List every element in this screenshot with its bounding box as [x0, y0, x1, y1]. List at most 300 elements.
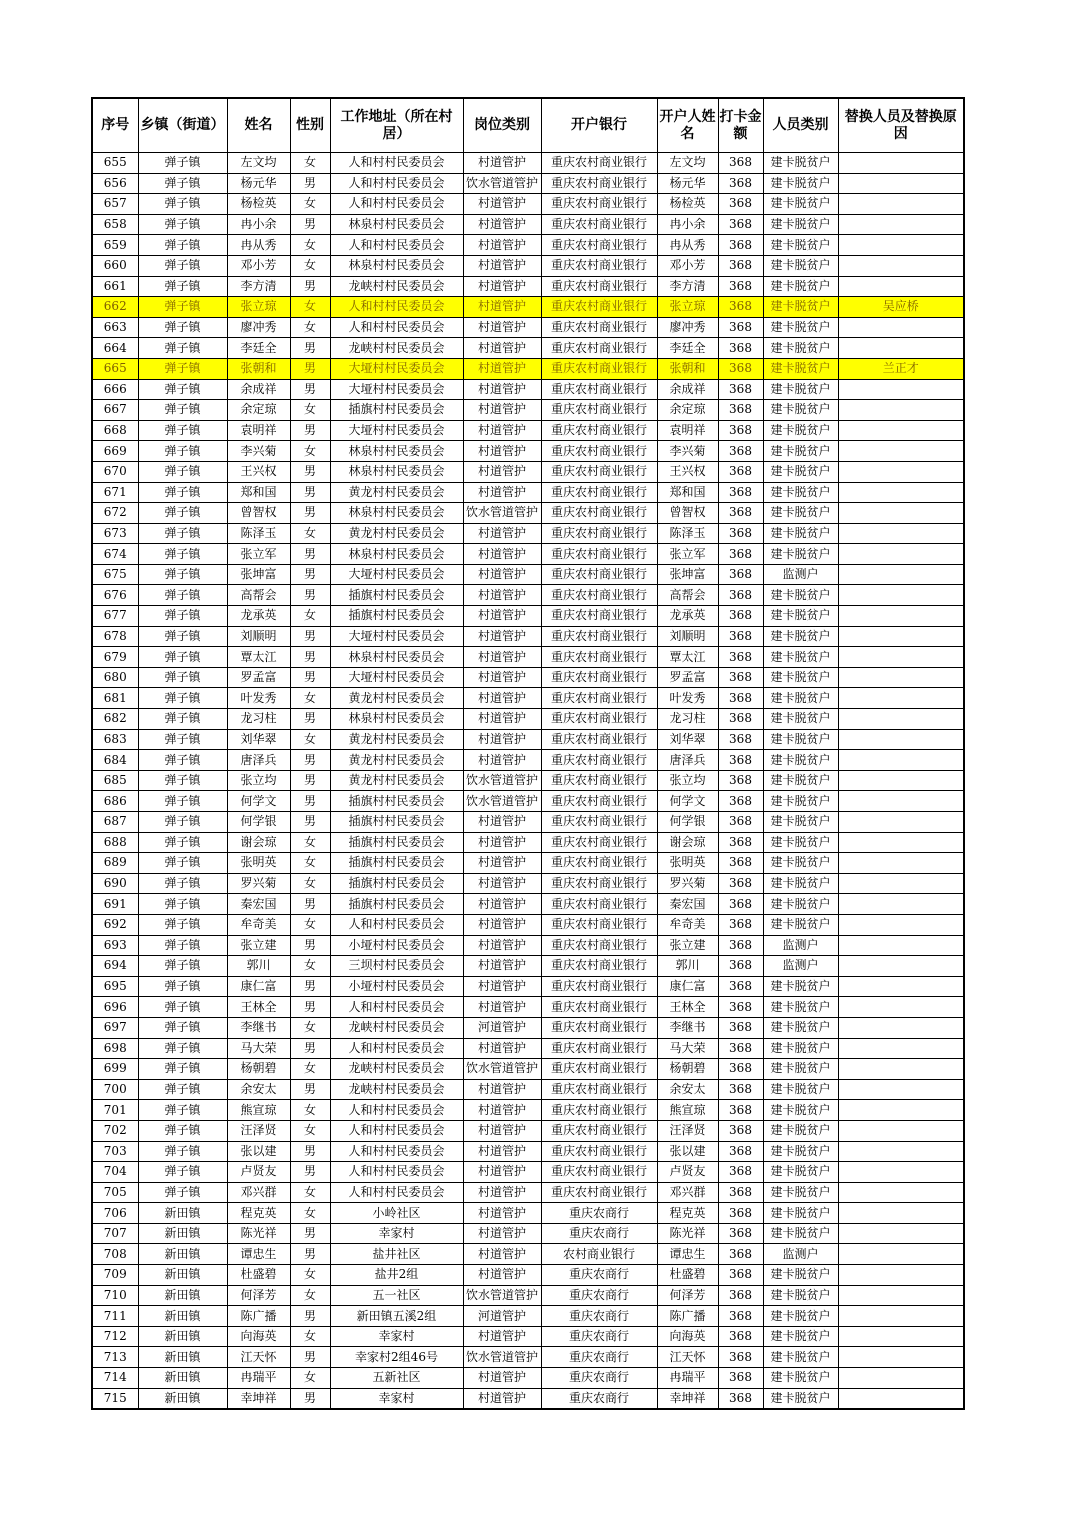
- table-cell: 牟奇美: [227, 914, 290, 935]
- table-cell: 男: [290, 564, 330, 585]
- table-cell: 女: [290, 441, 330, 462]
- table-cell: 重庆农村商业银行: [541, 976, 657, 997]
- table-cell: 幸家村2组46号: [330, 1347, 463, 1368]
- table-cell: 人和村村民委员会: [330, 317, 463, 338]
- table-cell: 699: [92, 1059, 138, 1080]
- table-cell: [838, 853, 964, 874]
- table-cell: 村道管护: [463, 1326, 541, 1347]
- table-cell: [838, 1203, 964, 1224]
- table-cell: 重庆农村商业银行: [541, 997, 657, 1018]
- table-cell: [838, 461, 964, 482]
- table-cell: 重庆农村商业银行: [541, 914, 657, 935]
- table-cell: 建卡脱贫户: [763, 1141, 838, 1162]
- table-cell: 郑和国: [657, 482, 718, 503]
- table-cell: 弹子镇: [138, 626, 227, 647]
- table-cell: 叶发秀: [657, 688, 718, 709]
- table-cell: [838, 667, 964, 688]
- table-cell: 重庆农商行: [541, 1223, 657, 1244]
- table-cell: 710: [92, 1285, 138, 1306]
- table-cell: 杨朝碧: [657, 1059, 718, 1080]
- table-cell: 男: [290, 420, 330, 441]
- table-cell: 656: [92, 173, 138, 194]
- table-cell: 余成祥: [657, 379, 718, 400]
- table-cell: 黄龙村村民委员会: [330, 523, 463, 544]
- table-cell: 女: [290, 606, 330, 627]
- table-row: [92, 1388, 964, 1409]
- col-header-post-type: 岗位类别: [463, 98, 541, 153]
- table-cell: 龙承英: [657, 606, 718, 627]
- table-cell: 弹子镇: [138, 482, 227, 503]
- table-cell: [838, 1162, 964, 1183]
- table-cell: 女: [290, 688, 330, 709]
- table-cell: 何学银: [657, 812, 718, 833]
- table-row: [92, 1100, 964, 1121]
- table-row: [92, 317, 964, 338]
- table-cell: 饮水管道管护: [463, 503, 541, 524]
- table-cell: 670: [92, 461, 138, 482]
- table-cell: 杨元华: [227, 173, 290, 194]
- table-cell: 饮水管道管护: [463, 1347, 541, 1368]
- table-cell: 小岭社区: [330, 1203, 463, 1224]
- table-row: [92, 255, 964, 276]
- table-cell: 黄龙村村民委员会: [330, 688, 463, 709]
- table-cell: 张以建: [227, 1141, 290, 1162]
- table-cell: 667: [92, 400, 138, 421]
- table-cell: 男: [290, 791, 330, 812]
- table-cell: 368: [718, 523, 763, 544]
- table-cell: [838, 1079, 964, 1100]
- table-cell: 刘华翠: [657, 729, 718, 750]
- table-cell: 罗兴菊: [227, 873, 290, 894]
- table-cell: 691: [92, 894, 138, 915]
- table-cell: 368: [718, 544, 763, 565]
- table-cell: 弹子镇: [138, 935, 227, 956]
- table-cell: 卢贤友: [657, 1162, 718, 1183]
- table-cell: 插旗村村民委员会: [330, 853, 463, 874]
- table-cell: 重庆农村商业银行: [541, 1017, 657, 1038]
- table-cell: 张明英: [657, 853, 718, 874]
- table-cell: 村道管护: [463, 914, 541, 935]
- table-cell: 704: [92, 1162, 138, 1183]
- table-cell: 郭川: [657, 956, 718, 977]
- table-cell: 弹子镇: [138, 297, 227, 318]
- table-cell: 幸家村: [330, 1326, 463, 1347]
- table-cell: 建卡脱贫户: [763, 832, 838, 853]
- table-cell: 男: [290, 379, 330, 400]
- table-cell: 张以建: [657, 1141, 718, 1162]
- table-cell: 重庆农村商业银行: [541, 1120, 657, 1141]
- table-cell: 村道管护: [463, 853, 541, 874]
- table-cell: [838, 626, 964, 647]
- table-cell: 李继书: [657, 1017, 718, 1038]
- table-cell: 696: [92, 997, 138, 1018]
- table-cell: 大垭村村民委员会: [330, 564, 463, 585]
- table-cell: 弹子镇: [138, 667, 227, 688]
- table-row: [92, 832, 964, 853]
- table-cell: 陈光祥: [657, 1223, 718, 1244]
- table-cell: 女: [290, 153, 330, 174]
- table-cell: 708: [92, 1244, 138, 1265]
- table-cell: 弹子镇: [138, 1079, 227, 1100]
- table-cell: 冉从秀: [657, 235, 718, 256]
- table-cell: 插旗村村民委员会: [330, 791, 463, 812]
- table-cell: 村道管护: [463, 461, 541, 482]
- table-cell: 幸坤祥: [657, 1388, 718, 1409]
- table-cell: 卢贤友: [227, 1162, 290, 1183]
- table-cell: [838, 1100, 964, 1121]
- table-cell: 弹子镇: [138, 997, 227, 1018]
- table-cell: 村道管护: [463, 1079, 541, 1100]
- table-cell: [838, 729, 964, 750]
- table-cell: 368: [718, 1038, 763, 1059]
- table-cell: 建卡脱贫户: [763, 1162, 838, 1183]
- table-cell: 唐泽兵: [657, 750, 718, 771]
- table-cell: 村道管护: [463, 400, 541, 421]
- table-cell: 弹子镇: [138, 853, 227, 874]
- table-row: [92, 235, 964, 256]
- table-cell: 村道管护: [463, 276, 541, 297]
- table-cell: 368: [718, 1285, 763, 1306]
- table-cell: 重庆农商行: [541, 1368, 657, 1389]
- table-cell: 建卡脱贫户: [763, 544, 838, 565]
- table-cell: 弹子镇: [138, 544, 227, 565]
- table-cell: 张立建: [227, 935, 290, 956]
- table-cell: 马大荣: [657, 1038, 718, 1059]
- table-cell: 陈广播: [227, 1306, 290, 1327]
- table-cell: [838, 1038, 964, 1059]
- table-cell: 弹子镇: [138, 317, 227, 338]
- table-cell: 邓兴群: [657, 1182, 718, 1203]
- table-cell: 重庆农村商业银行: [541, 338, 657, 359]
- table-cell: 谭忠生: [227, 1244, 290, 1265]
- table-cell: 建卡脱贫户: [763, 153, 838, 174]
- table-cell: 重庆农村商业银行: [541, 770, 657, 791]
- table-cell: 弹子镇: [138, 1100, 227, 1121]
- table-cell: 龙峡村村民委员会: [330, 1059, 463, 1080]
- table-cell: 重庆农村商业银行: [541, 173, 657, 194]
- table-cell: [838, 1326, 964, 1347]
- table-row: [92, 1059, 964, 1080]
- table-cell: 盐井2组: [330, 1265, 463, 1286]
- table-cell: 建卡脱贫户: [763, 997, 838, 1018]
- table-cell: 713: [92, 1347, 138, 1368]
- table-cell: 林泉村村民委员会: [330, 441, 463, 462]
- table-cell: 杨朝碧: [227, 1059, 290, 1080]
- table-cell: 弹子镇: [138, 647, 227, 668]
- table-cell: 向海英: [657, 1326, 718, 1347]
- table-cell: [838, 317, 964, 338]
- table-cell: 人和村村民委员会: [330, 194, 463, 215]
- table-cell: 曾智权: [227, 503, 290, 524]
- table-cell: 男: [290, 461, 330, 482]
- table-cell: 张明英: [227, 853, 290, 874]
- table-cell: [838, 1388, 964, 1409]
- table-cell: 弹子镇: [138, 523, 227, 544]
- table-cell: 368: [718, 441, 763, 462]
- table-cell: 村道管护: [463, 235, 541, 256]
- table-cell: 女: [290, 523, 330, 544]
- table-cell: [838, 647, 964, 668]
- table-row: [92, 1079, 964, 1100]
- table-row: [92, 1265, 964, 1286]
- table-cell: 罗兴菊: [657, 873, 718, 894]
- table-cell: [838, 503, 964, 524]
- table-cell: 弹子镇: [138, 338, 227, 359]
- table-row: [92, 297, 964, 318]
- table-cell: 建卡脱贫户: [763, 606, 838, 627]
- table-row: [92, 1203, 964, 1224]
- table-cell: 弹子镇: [138, 276, 227, 297]
- table-cell: 张立琼: [657, 297, 718, 318]
- table-cell: 人和村村民委员会: [330, 173, 463, 194]
- table-cell: 张立军: [657, 544, 718, 565]
- table-cell: 709: [92, 1265, 138, 1286]
- table-cell: 龙峡村村民委员会: [330, 276, 463, 297]
- table-cell: 人和村村民委员会: [330, 997, 463, 1018]
- table-cell: [838, 1141, 964, 1162]
- table-cell: 村道管护: [463, 441, 541, 462]
- table-cell: 重庆农村商业银行: [541, 667, 657, 688]
- table-cell: 693: [92, 935, 138, 956]
- table-cell: 重庆农村商业银行: [541, 482, 657, 503]
- table-cell: 368: [718, 358, 763, 379]
- table-cell: 张立均: [657, 770, 718, 791]
- table-cell: [838, 338, 964, 359]
- table-cell: 弹子镇: [138, 832, 227, 853]
- table-cell: 重庆农村商业银行: [541, 647, 657, 668]
- table-cell: 707: [92, 1223, 138, 1244]
- table-cell: 重庆农村商业银行: [541, 729, 657, 750]
- table-cell: 705: [92, 1182, 138, 1203]
- table-cell: 建卡脱贫户: [763, 1100, 838, 1121]
- col-header-index: 序号: [92, 98, 138, 153]
- table-cell: 马大荣: [227, 1038, 290, 1059]
- table-cell: [838, 482, 964, 503]
- table-cell: 男: [290, 976, 330, 997]
- table-cell: 368: [718, 1203, 763, 1224]
- table-cell: 368: [718, 564, 763, 585]
- table-cell: 余定琼: [657, 400, 718, 421]
- table-cell: 冉瑞平: [227, 1368, 290, 1389]
- table-cell: 兰正才: [838, 358, 964, 379]
- table-cell: 罗孟富: [657, 667, 718, 688]
- table-cell: 重庆农村商业银行: [541, 297, 657, 318]
- table-cell: 张立军: [227, 544, 290, 565]
- table-cell: 679: [92, 647, 138, 668]
- table-cell: 女: [290, 317, 330, 338]
- table-cell: 村道管护: [463, 729, 541, 750]
- table-cell: 余安太: [227, 1079, 290, 1100]
- table-cell: 陈泽玉: [657, 523, 718, 544]
- table-cell: 重庆农村商业银行: [541, 153, 657, 174]
- table-cell: 弹子镇: [138, 750, 227, 771]
- table-cell: 男: [290, 894, 330, 915]
- table-row: [92, 523, 964, 544]
- table-cell: 叶发秀: [227, 688, 290, 709]
- table-cell: 重庆农村商业银行: [541, 709, 657, 730]
- table-cell: 368: [718, 709, 763, 730]
- table-cell: 村道管护: [463, 1182, 541, 1203]
- table-cell: 郭川: [227, 956, 290, 977]
- table-row: [92, 667, 964, 688]
- table-cell: 673: [92, 523, 138, 544]
- table-cell: 建卡脱贫户: [763, 482, 838, 503]
- table-cell: 重庆农村商业银行: [541, 1038, 657, 1059]
- table-row: [92, 338, 964, 359]
- table-cell: 黄龙村村民委员会: [330, 729, 463, 750]
- table-row: [92, 853, 964, 874]
- table-cell: 重庆农村商业银行: [541, 688, 657, 709]
- table-cell: 覃太江: [227, 647, 290, 668]
- table-cell: 重庆农村商业银行: [541, 606, 657, 627]
- table-cell: 村道管护: [463, 1223, 541, 1244]
- table-cell: 女: [290, 1182, 330, 1203]
- table-cell: 建卡脱贫户: [763, 750, 838, 771]
- header-row: [92, 98, 964, 153]
- table-cell: 高帮会: [657, 585, 718, 606]
- table-cell: 饮水管道管护: [463, 1059, 541, 1080]
- table-cell: 重庆农村商业银行: [541, 276, 657, 297]
- table-cell: 杨元华: [657, 173, 718, 194]
- table-cell: 村道管护: [463, 812, 541, 833]
- table-cell: 王兴权: [227, 461, 290, 482]
- table-cell: [838, 832, 964, 853]
- table-cell: [838, 914, 964, 935]
- table-cell: 李方清: [227, 276, 290, 297]
- table-cell: 建卡脱贫户: [763, 1059, 838, 1080]
- table-cell: 村道管护: [463, 709, 541, 730]
- table-cell: [838, 1306, 964, 1327]
- table-cell: 村道管护: [463, 873, 541, 894]
- table-cell: 插旗村村民委员会: [330, 400, 463, 421]
- table-cell: 男: [290, 1244, 330, 1265]
- table-cell: 张坤富: [657, 564, 718, 585]
- table-cell: 龙习柱: [227, 709, 290, 730]
- table-cell: 饮水管道管护: [463, 770, 541, 791]
- table-cell: 李兴菊: [227, 441, 290, 462]
- table-cell: 小垭村村民委员会: [330, 976, 463, 997]
- table-row: [92, 276, 964, 297]
- table-cell: 368: [718, 1368, 763, 1389]
- table-cell: 女: [290, 729, 330, 750]
- table-row: [92, 709, 964, 730]
- table-cell: 368: [718, 1306, 763, 1327]
- table-cell: 河道管护: [463, 1017, 541, 1038]
- table-cell: 重庆农村商业银行: [541, 503, 657, 524]
- table-cell: 重庆农村商业银行: [541, 441, 657, 462]
- table-cell: 弹子镇: [138, 914, 227, 935]
- table-cell: 建卡脱贫户: [763, 585, 838, 606]
- table-cell: 重庆农村商业银行: [541, 853, 657, 874]
- table-cell: 685: [92, 770, 138, 791]
- table-cell: 女: [290, 1265, 330, 1286]
- table-cell: 重庆农商行: [541, 1203, 657, 1224]
- table-cell: 建卡脱贫户: [763, 976, 838, 997]
- table-cell: 建卡脱贫户: [763, 729, 838, 750]
- table-cell: 建卡脱贫户: [763, 853, 838, 874]
- table-cell: 江天怀: [227, 1347, 290, 1368]
- table-cell: 男: [290, 709, 330, 730]
- table-cell: 弹子镇: [138, 194, 227, 215]
- table-cell: 368: [718, 956, 763, 977]
- table-cell: 368: [718, 667, 763, 688]
- table-cell: 杨检英: [227, 194, 290, 215]
- table-cell: 程克英: [227, 1203, 290, 1224]
- table-cell: 男: [290, 1038, 330, 1059]
- table-cell: 人和村村民委员会: [330, 1120, 463, 1141]
- table-cell: 监测户: [763, 1244, 838, 1265]
- table-cell: 弹子镇: [138, 564, 227, 585]
- table-cell: 农村商业银行: [541, 1244, 657, 1265]
- table-cell: 村道管护: [463, 626, 541, 647]
- table-cell: 建卡脱贫户: [763, 914, 838, 935]
- table-cell: 714: [92, 1368, 138, 1389]
- table-cell: 袁明祥: [657, 420, 718, 441]
- table-cell: 盐井社区: [330, 1244, 463, 1265]
- table-cell: [838, 379, 964, 400]
- table-cell: 重庆农村商业银行: [541, 1059, 657, 1080]
- table-cell: 弹子镇: [138, 976, 227, 997]
- table-cell: 男: [290, 812, 330, 833]
- table-cell: 建卡脱贫户: [763, 1368, 838, 1389]
- table-cell: 村道管护: [463, 1100, 541, 1121]
- table-cell: 368: [718, 194, 763, 215]
- table-cell: 何学文: [657, 791, 718, 812]
- table-cell: 671: [92, 482, 138, 503]
- table-cell: 368: [718, 1223, 763, 1244]
- table-cell: 711: [92, 1306, 138, 1327]
- table-cell: 重庆农村商业银行: [541, 523, 657, 544]
- table-cell: 村道管护: [463, 1244, 541, 1265]
- table-cell: 李廷全: [657, 338, 718, 359]
- table-cell: 杜盛碧: [227, 1265, 290, 1286]
- table-cell: 368: [718, 1326, 763, 1347]
- table-cell: 新田镇: [138, 1326, 227, 1347]
- table-cell: [838, 544, 964, 565]
- table-cell: 重庆农村商业银行: [541, 894, 657, 915]
- table-cell: 368: [718, 647, 763, 668]
- table-cell: 男: [290, 585, 330, 606]
- table-cell: 郑和国: [227, 482, 290, 503]
- table-cell: 龙习柱: [657, 709, 718, 730]
- table-cell: 女: [290, 297, 330, 318]
- table-cell: 女: [290, 255, 330, 276]
- table-cell: 男: [290, 770, 330, 791]
- table-cell: 重庆农商行: [541, 1285, 657, 1306]
- table-cell: 程克英: [657, 1203, 718, 1224]
- table-cell: 建卡脱贫户: [763, 441, 838, 462]
- table-cell: 建卡脱贫户: [763, 626, 838, 647]
- table-row: [92, 791, 964, 812]
- table-cell: 邓小芳: [657, 255, 718, 276]
- table-cell: 建卡脱贫户: [763, 379, 838, 400]
- table-cell: 建卡脱贫户: [763, 770, 838, 791]
- table-cell: 林泉村村民委员会: [330, 647, 463, 668]
- table-cell: 黄龙村村民委员会: [330, 482, 463, 503]
- table-cell: 村道管护: [463, 976, 541, 997]
- table-cell: 女: [290, 194, 330, 215]
- table-cell: 饮水管道管护: [463, 173, 541, 194]
- table-cell: 插旗村村民委员会: [330, 894, 463, 915]
- table-cell: [838, 1223, 964, 1244]
- table-cell: 曾智权: [657, 503, 718, 524]
- table-cell: 插旗村村民委员会: [330, 606, 463, 627]
- table-cell: 弹子镇: [138, 791, 227, 812]
- table-cell: 重庆农村商业银行: [541, 585, 657, 606]
- table-row: [92, 461, 964, 482]
- table-cell: 康仁富: [657, 976, 718, 997]
- table-cell: 杨检英: [657, 194, 718, 215]
